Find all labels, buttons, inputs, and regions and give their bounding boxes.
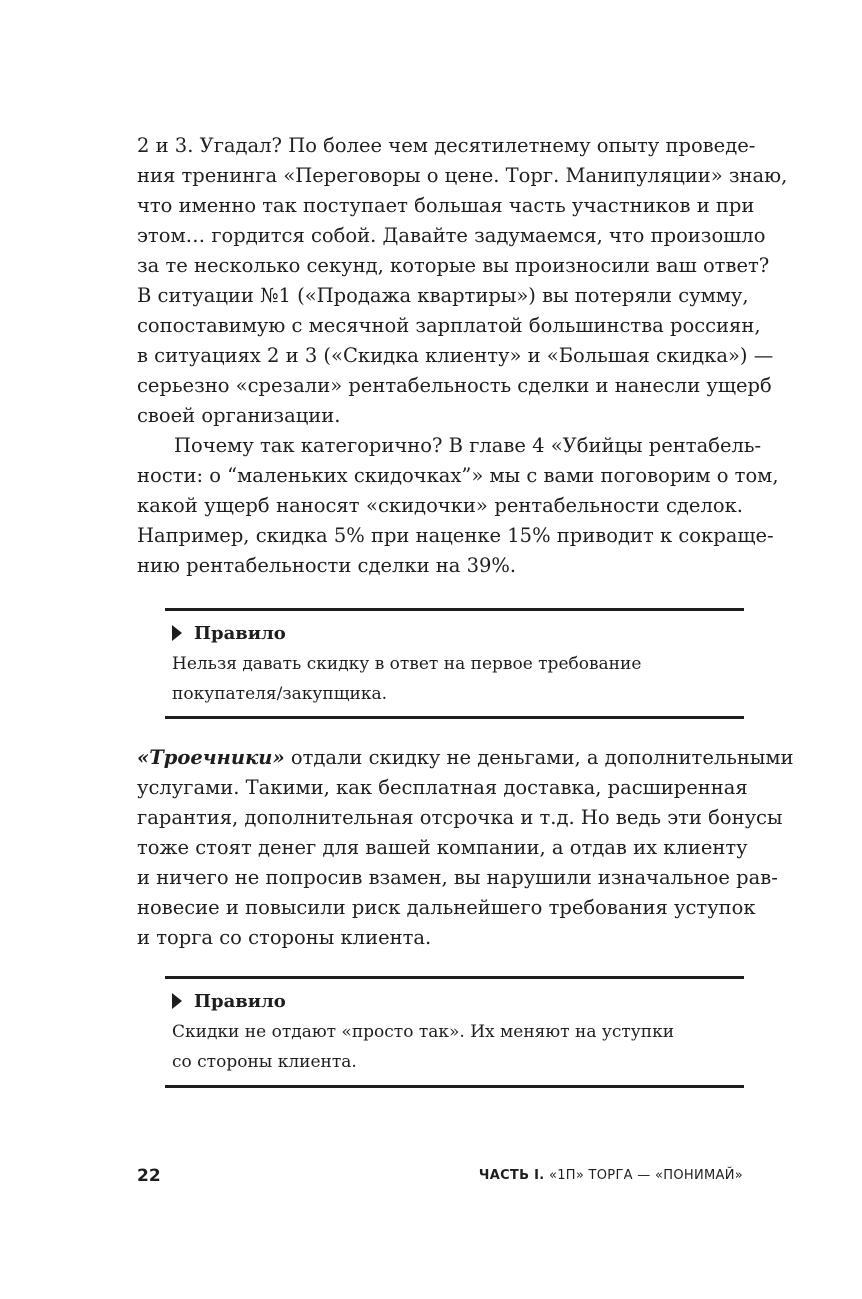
rule-heading-label: Правило [194, 623, 286, 644]
text-line: и ничего не попросив взамен, вы нарушили изначальное рав- [137, 866, 778, 889]
text-line: услугами. Такими, как бесплатная доставка, расширенная [137, 776, 748, 799]
text-line: гарантия, дополнительная отсрочка и т.д. Но ведь эти бонусы [137, 806, 783, 829]
running-header [479, 1164, 743, 1188]
text-line: какой ущерб наносят «скидочки» рентабельности сделок. [137, 494, 743, 517]
text-line: ния тренинга «Переговоры о цене. Торг. Манипуляции» знаю, [137, 164, 788, 187]
rule-top-border [165, 976, 744, 979]
text-line: и торга со стороны клиента. [137, 926, 432, 949]
text-line: за те несколько секунд, которые вы произносили ваш ответ? [137, 254, 770, 277]
part-label: ЧАСТЬ I. [478, 1168, 545, 1183]
text-line: Например, скидка 5% при наценке 15% приводит к сокраще- [137, 524, 774, 547]
text-line [137, 743, 794, 773]
text-line: своей организации. [137, 404, 341, 427]
text-line: Почему так категорично? В главе 4 «Убийцы рентабель- [174, 434, 762, 457]
emphasis-term: «Троечники» [137, 746, 285, 769]
text-fragment: отдали скидку не деньгами, а дополнительными [284, 746, 794, 769]
part-title: «1П» ТОРГА — «ПОНИМАЙ» [548, 1168, 743, 1183]
rule-bottom-border [165, 1085, 744, 1088]
triangle-right-icon [172, 625, 182, 641]
rule-heading [172, 989, 286, 1015]
rule-top-border [165, 608, 744, 611]
rule-text-line: Нельзя давать скидку в ответ на первое требование [172, 654, 642, 674]
rule-text-line: со стороны клиента. [172, 1052, 357, 1072]
rule-text-line: покупателя/закупщика. [172, 684, 388, 704]
text-line: В ситуации №1 («Продажа квартиры») вы потеряли сумму, [137, 284, 749, 307]
text-line: сопоставимую с месячной зарплатой большинства россиян, [137, 314, 761, 337]
rule-text-line: Скидки не отдают «просто так». Их меняют на уступки [172, 1022, 675, 1042]
rule-heading-label: Правило [194, 991, 286, 1012]
text-line: что именно так поступает большая часть участников и при [137, 194, 755, 217]
rule-heading [172, 621, 286, 647]
text-line: серьезно «срезали» рентабельность сделки и нанесли ущерб [137, 374, 772, 397]
text-line: этом… гордится собой. Давайте задумаемся, что произошло [137, 224, 766, 247]
text-line: тоже стоят денег для вашей компании, а отдав их клиенту [137, 836, 748, 859]
text-line: нию рентабельности сделки на 39%. [137, 554, 517, 577]
rule-bottom-border [165, 716, 744, 719]
text-line: новесие и повысили риск дальнейшего требования уступок [137, 896, 756, 919]
text-line: в ситуациях 2 и 3 («Скидка клиенту» и «Большая скидка») — [137, 344, 774, 367]
text-line: ности: о “маленьких скидочках”» мы с вами поговорим о том, [137, 464, 779, 487]
text-line: 2 и 3. Угадал? По более чем десятилетнему опыту проведе- [137, 134, 756, 157]
page-number: 22 [137, 1166, 161, 1186]
triangle-right-icon [172, 993, 182, 1009]
